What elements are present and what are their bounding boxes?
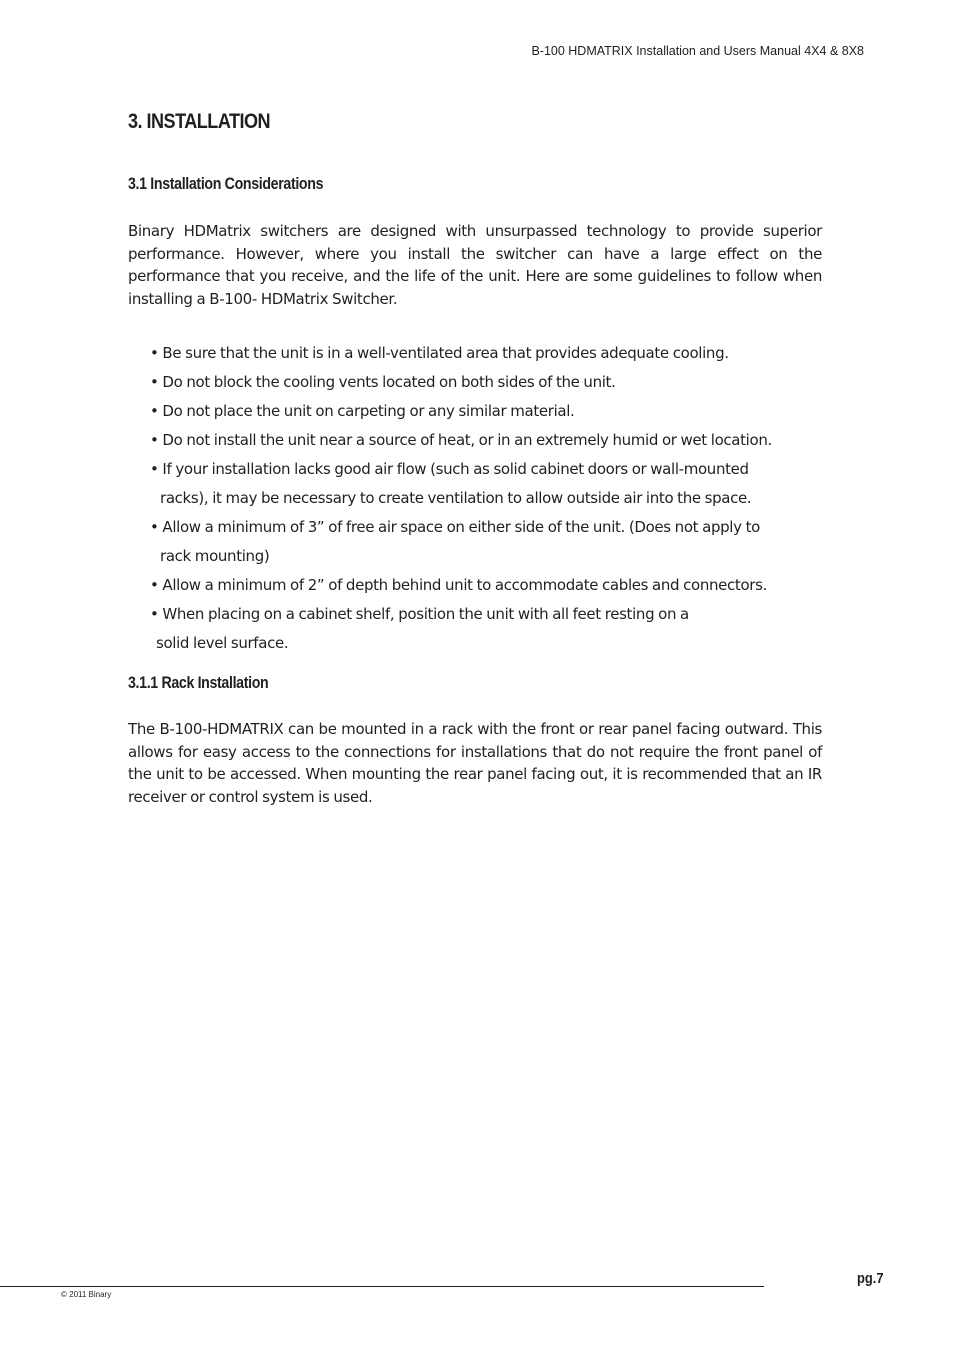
copyright-notice: © 2011 Binary [61, 1290, 112, 1299]
list-item: • If your installation lacks good air flow (such as solid cabinet doors or wall-mounted racks), it may be necessary to create ventilation to allow outside air into the space. [150, 460, 752, 507]
page-number: pg.7 [857, 1270, 884, 1287]
list-item: • Do not install the unit near a source of heat, or in an extremely humid or wet location. [150, 431, 772, 449]
list-item: • Be sure that the unit is in a well-ventilated area that provides adequate cooling. [150, 344, 729, 362]
list-item: • Allow a minimum of 3” of free air space on either side of the unit. (Does not apply to rack mounting) [150, 518, 760, 565]
running-header: B-100 HDMATRIX Installation and Users Manual 4X4 & 8X8 [531, 44, 864, 58]
list-item: • Do not place the unit on carpeting or any similar material. [150, 402, 575, 420]
list-item: • Do not block the cooling vents located on both sides of the unit. [150, 373, 616, 391]
subsection-title-rack: 3.1.1 Rack Installation [128, 674, 269, 692]
section-title: 3. INSTALLATION [128, 110, 271, 133]
list-item: • Allow a minimum of 2” of depth behind unit to accommodate cables and connectors. [150, 576, 767, 594]
considerations-intro: Binary HDMatrix switchers are designed with unsurpassed technology to provide superior performance. However, where you install the switcher can have a large effect on the performance that you receive, and the life of the unit. Here are some guidelines to follow when installing a B-100- HDMatrix Switcher. [128, 222, 822, 309]
guidelines-list [150, 339, 822, 658]
subsection-title-considerations: 3.1 Installation Considerations [128, 175, 324, 193]
list-item: • When placing on a cabinet shelf, position the unit with all feet resting on a solid level surface. [150, 605, 689, 652]
footer-divider [0, 1286, 764, 1287]
rack-installation-body: The B-100-HDMATRIX can be mounted in a rack with the front or rear panel facing outward. This allows for easy access to the connections for installations that do not require the front panel of the unit to be accessed. When mounting the rear panel facing out, it is recommended that an IR receiver or control system is used. [128, 720, 822, 807]
